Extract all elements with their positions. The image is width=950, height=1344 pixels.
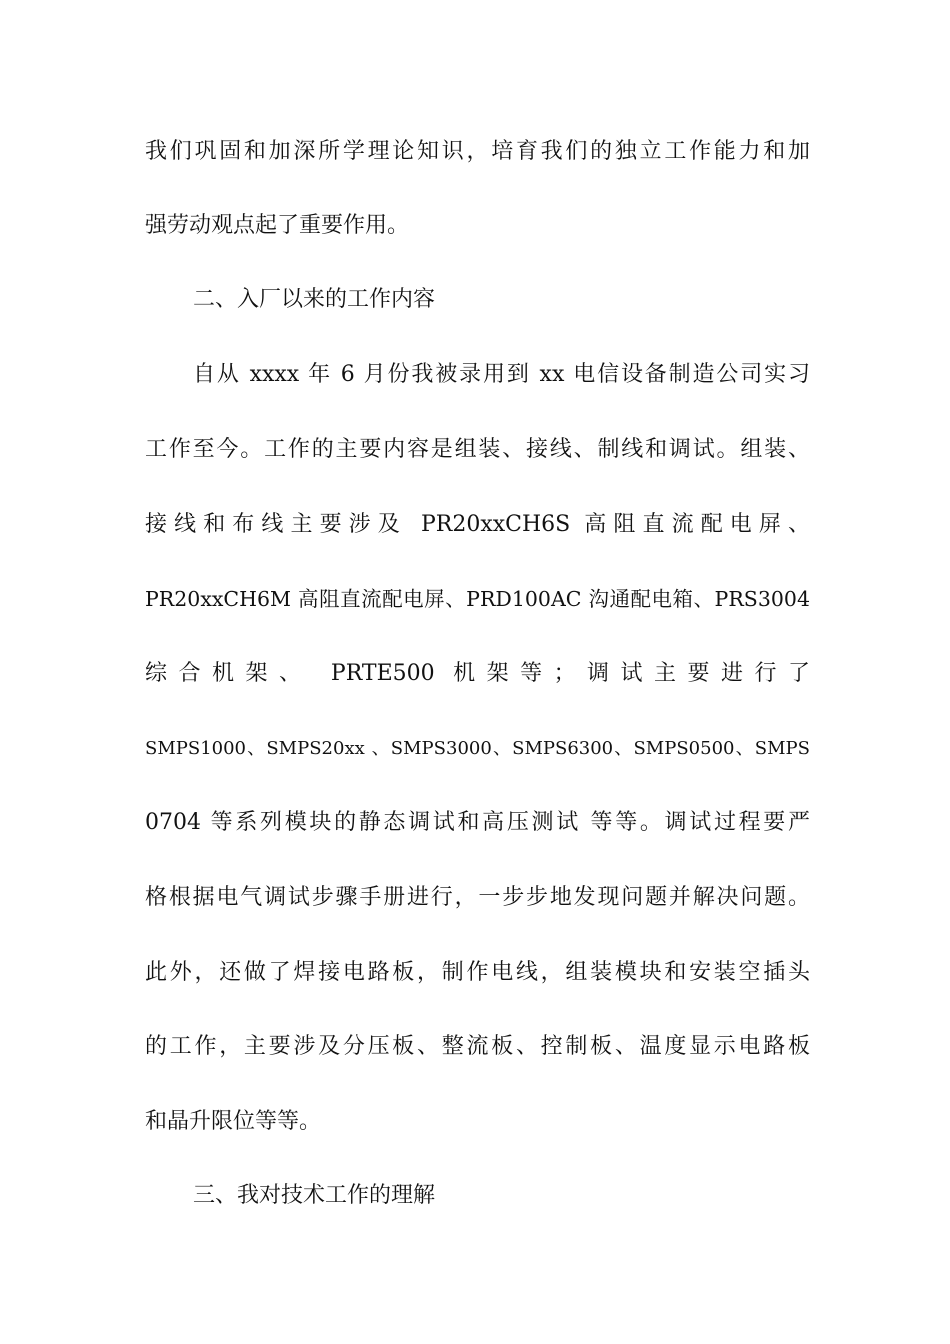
paragraph-line: 接线和布线主要涉及 PR20xxCH6S 高阻直流配电屏、 [145, 512, 810, 537]
section-heading: 三、我对技术工作的理解 [193, 1183, 436, 1208]
paragraph-line: 0704 等系列模块的静态调试和高压测试 等等。调试过程要严 [145, 810, 810, 835]
section-heading: 二、入厂以来的工作内容 [193, 287, 436, 312]
paragraph-line: 自从 xxxx 年 6 月份我被录用到 xx 电信设备制造公司实习 [193, 362, 810, 387]
paragraph-line: PR20xxCH6M 高阻直流配电屏、PRD100AC 沟通配电箱、PRS3004 [145, 587, 810, 611]
paragraph-line: 我们巩固和加深所学理论知识，培育我们的独立工作能力和加 [145, 139, 810, 164]
paragraph-line: 和晶升限位等等。 [145, 1109, 322, 1134]
paragraph-line: 工作至今。工作的主要内容是组装、接线、制线和调试。组装、 [145, 437, 810, 462]
paragraph-line: SMPS1000、SMPS20xx 、SMPS3000、SMPS6300、SMPS0500、SMPS [145, 738, 810, 759]
paragraph-line: 的工作，主要涉及分压板、整流板、控制板、温度显示电路板 [145, 1034, 810, 1059]
paragraph-line: 综合机架、 PRTE500 机架等；调试主要进行了 [145, 661, 810, 686]
paragraph-line: 此外，还做了焊接电路板，制作电线，组装模块和安装空插头 [145, 960, 810, 985]
paragraph-line: 强劳动观点起了重要作用。 [145, 213, 410, 238]
paragraph-line: 格根据电气调试步骤手册进行，一步步地发现问题并解决问题。 [145, 885, 810, 910]
